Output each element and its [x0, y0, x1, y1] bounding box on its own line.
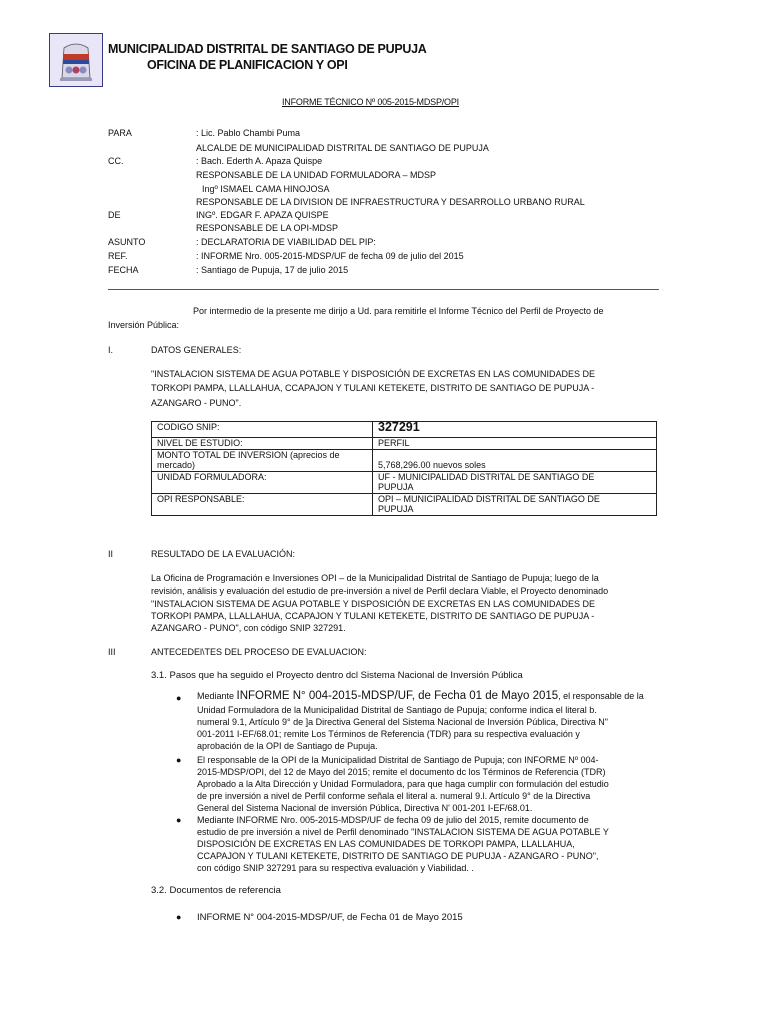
table-label-cell: NIVEL DE ESTUDIO: — [152, 438, 373, 450]
table-row — [152, 422, 657, 438]
snip-code: 327291 — [378, 420, 420, 434]
bullet-3-line-4: CCAPAJON Y TULANI KETEKETE, DISTRITO DE SANTIAGO DE PUPUJA - AZANGARO - PUNO", — [197, 851, 599, 861]
table-value-line: OPI – MUNICIPALIDAD DISTRITAL DE SANTIAGO DE — [378, 493, 600, 504]
bullet-icon: ● — [176, 755, 182, 765]
bullet-1-line-5: aprobación de la OPI de Santiago de Pupuja. — [197, 741, 378, 751]
table-value-line: PUPUJA — [378, 482, 414, 492]
memo-ref-value: : INFORME Nro. 005-2015-MDSP/UF de fecha 09 de julio del 2015 — [196, 251, 464, 261]
section-1-title: DATOS GENERALES: — [151, 345, 242, 355]
table-value-cell: PERFIL — [373, 438, 657, 450]
evaluation-line-4: TORKOPI PAMPA, LLALLAHUA, CCAPAJON Y TULANI KETEKETE, DISTRITO DE SANTIAGO DE PUPUJA - — [151, 611, 595, 621]
header-office: OFICINA DE PLANIFICACION Y OPI — [147, 58, 348, 72]
table-row — [152, 471, 657, 493]
memo-cc-value: : Bach. Ederth A. Apaza Quispe — [196, 156, 323, 166]
subsection-3-2-title: 3.2. Documentos de referencia — [151, 885, 281, 896]
section-3-title: ANTECEDEl\TES DEL PROCESO DE EVALUACION: — [151, 647, 367, 657]
memo-cc2-role: RESPONSABLE DE LA DIVISION DE INFRAESTRUCTURA Y DESARROLLO URBANO RURAL — [196, 197, 585, 207]
memo-de-label: DE — [108, 210, 121, 220]
bullet-1-reference: INFORME N° 004-2015-MDSP/UF, de Fecha 01 de Mayo 2015 — [236, 690, 559, 702]
intro-line-2: Inversión Pública: — [108, 320, 180, 330]
bullet-2-line-3: Aprobado a la Alta Dirección y Unidad Formuladora, para que haga cumplir con formulación del estudio — [197, 779, 609, 789]
bullet-3-line-2: estudio de pre inversión a nivel de Perfil denominado "INSTALACION SISTEMA DE AGUA POTABLE Y — [197, 827, 609, 837]
table-value-line: UF - MUNICIPALIDAD DISTRITAL DE SANTIAGO DE — [378, 471, 595, 482]
bullet-2-line-5: General del Sistema Nacional de inversión Pública, Directiva N' 001-201 I-EF/68.01. — [197, 803, 533, 813]
separator-line — [108, 289, 659, 290]
memo-de-value: INGº. EDGAR F. APAZA QUISPE — [196, 210, 329, 220]
bullet-2-line-1: El responsable de la OPI de la Municipalidad Distrital de Santiago de Pupuja; con INFORME Nº 004- — [197, 755, 599, 765]
evaluation-line-5: AZANGARO - PUNO", con código SNIP 327291. — [151, 623, 346, 633]
table-label-cell — [152, 449, 373, 471]
memo-para-role: ALCALDE DE MUNICIPALIDAD DISTRITAL DE SANTIAGO DE PUPUJA — [196, 143, 489, 153]
header-municipality: MUNICIPALIDAD DISTRITAL DE SANTIAGO DE PUPUJA — [108, 42, 427, 56]
memo-cc2-value: Ingº ISMAEL CAMA HINOJOSA — [202, 184, 330, 194]
memo-para-label: PARA — [108, 128, 132, 138]
municipality-logo — [49, 33, 103, 87]
table-label-cell: UNIDAD FORMULADORA: — [152, 471, 373, 493]
table-value-cell: 5,768,296.00 nuevos soles — [373, 449, 657, 471]
table-value-cell — [373, 493, 657, 515]
section-1-number: I. — [108, 345, 114, 355]
table-label-cell: CODIGO SNIP: — [152, 422, 373, 438]
table-row — [152, 438, 657, 450]
bullet-icon: ● — [176, 693, 182, 703]
table-label-cell: OPI RESPONSABLE: — [152, 493, 373, 515]
section-2-title: RESULTADO DE LA EVALUACIÓN: — [151, 549, 296, 559]
memo-cc-role: RESPONSABLE DE LA UNIDAD FORMULADORA – MDSP — [196, 170, 437, 180]
memo-para-value: : Lic. Pablo Chambi Puma — [196, 128, 301, 138]
bullet-icon: ● — [176, 815, 182, 825]
memo-asunto-label: ASUNTO — [108, 237, 146, 247]
memo-cc-label: CC. — [108, 156, 124, 166]
bullet-1-pre: Mediante — [197, 691, 237, 701]
bullet-1-line-3: numeral 9.1, Artículo 9° de ]a Directiva General del Sistema Nacional de Inversión Pública, Directiva N" — [197, 717, 608, 727]
table-value-cell — [373, 471, 657, 493]
bullet-icon: ● — [176, 912, 182, 922]
memo-fecha-label: FECHA — [108, 265, 139, 275]
table-value-line: PUPUJA — [378, 504, 414, 514]
bullet-1-line-4: 001-2011 I-EF/68.01; remite Los Términos de Referencia (TDR) para su respectiva evaluación y — [197, 729, 580, 739]
bullet-1-line-2: Unidad Formuladora de la Municipalidad Distrital de Santiago de Pupuja; conforme indica el literal b. — [197, 705, 597, 715]
bullet-2-line-2: 2015-MDSP/OPI, del 12 de Mayo del 2015; remite el documento dc los Términos de Referencia (TDR) — [197, 767, 606, 777]
memo-asunto-value: : DECLARATORIA DE VIABILIDAD DEL PIP: — [196, 237, 376, 247]
subsection-3-1-title: 3.1. Pasos que ha seguido el Proyecto dentro dcl Sistema Nacional de Inversión Pública — [151, 670, 523, 681]
bullet-3-line-3: DISPOSICIÓN DE EXCRETAS EN LAS COMUNIDADES DE TORKOPI PAMPA, LLALLAHUA, — [197, 839, 575, 849]
intro-line-1: Por intermedio de la presente me dirijo a Ud. para remitirle el Informe Técnico del Perfil de Proyecto de — [193, 306, 604, 316]
table-label-line: mercado) — [157, 460, 196, 470]
memo-ref-label: REF. — [108, 251, 128, 261]
bullet-2-line-4: de pre inversión a nivel de Perfil conforme señala el literal a. numeral 9.l. Artículo 9° de la Directiva — [197, 791, 591, 801]
evaluation-line-2: revisión, análisis y evaluación del estudio de pre-inversión a nivel de Perfil declara Viable, el Proyecto denominado — [151, 586, 609, 596]
evaluation-line-1: La Oficina de Programación e Inversiones OPI – de la Municipalidad Distrital de Santiago de Pupuja; luego de la — [151, 573, 599, 583]
section-2-number: II — [108, 549, 114, 559]
project-name-line-3: AZANGARO - PUNO". — [151, 398, 242, 408]
bullet-1-post: , el responsable de la — [558, 691, 644, 701]
project-name-line-2: TORKOPI PAMPA, LLALLAHUA, CCAPAJON Y TULANI KETEKETE, DISTRITO DE SANTIAGO DE PUPUJA - — [151, 383, 595, 393]
report-title: INFORME TÉCNICO Nº 005-2015-MDSP/OPI — [282, 97, 459, 107]
evaluation-line-3: "INSTALACION SISTEMA DE AGUA POTABLE Y DISPOSICIÓN DE EXCRETAS EN LAS COMUNIDADES DE — [151, 599, 595, 609]
bullet-3-line-5: con código SNIP 327291 para su respectiva evaluación y Viabilidad. . — [197, 863, 474, 873]
project-data-table — [151, 421, 657, 516]
bullet-3-line-1: Mediante INFORME Nro. 005-2015-MDSP/UF de fecha 09 de julio del 2015, remite documento de — [197, 815, 589, 825]
table-row — [152, 449, 657, 471]
bullet-4-text: INFORME N° 004-2015-MDSP/UF, de Fecha 01 de Mayo 2015 — [197, 912, 463, 923]
memo-de-role: RESPONSABLE DE LA OPI-MDSP — [196, 223, 339, 233]
memo-fecha-value: : Santiago de Pupuja, 17 de julio 2015 — [196, 265, 349, 275]
table-row — [152, 493, 657, 515]
section-3-number: III — [108, 647, 116, 657]
table-label-line: MONTO TOTAL DE INVERSION (aprecios de — [157, 449, 340, 460]
project-name-line-1: "INSTALACION SISTEMA DE AGUA POTABLE Y DISPOSICIÓN DE EXCRETAS EN LAS COMUNIDADES DE — [151, 369, 595, 379]
bullet-1-line-1 — [197, 691, 660, 703]
snip-code-cell — [373, 422, 657, 438]
